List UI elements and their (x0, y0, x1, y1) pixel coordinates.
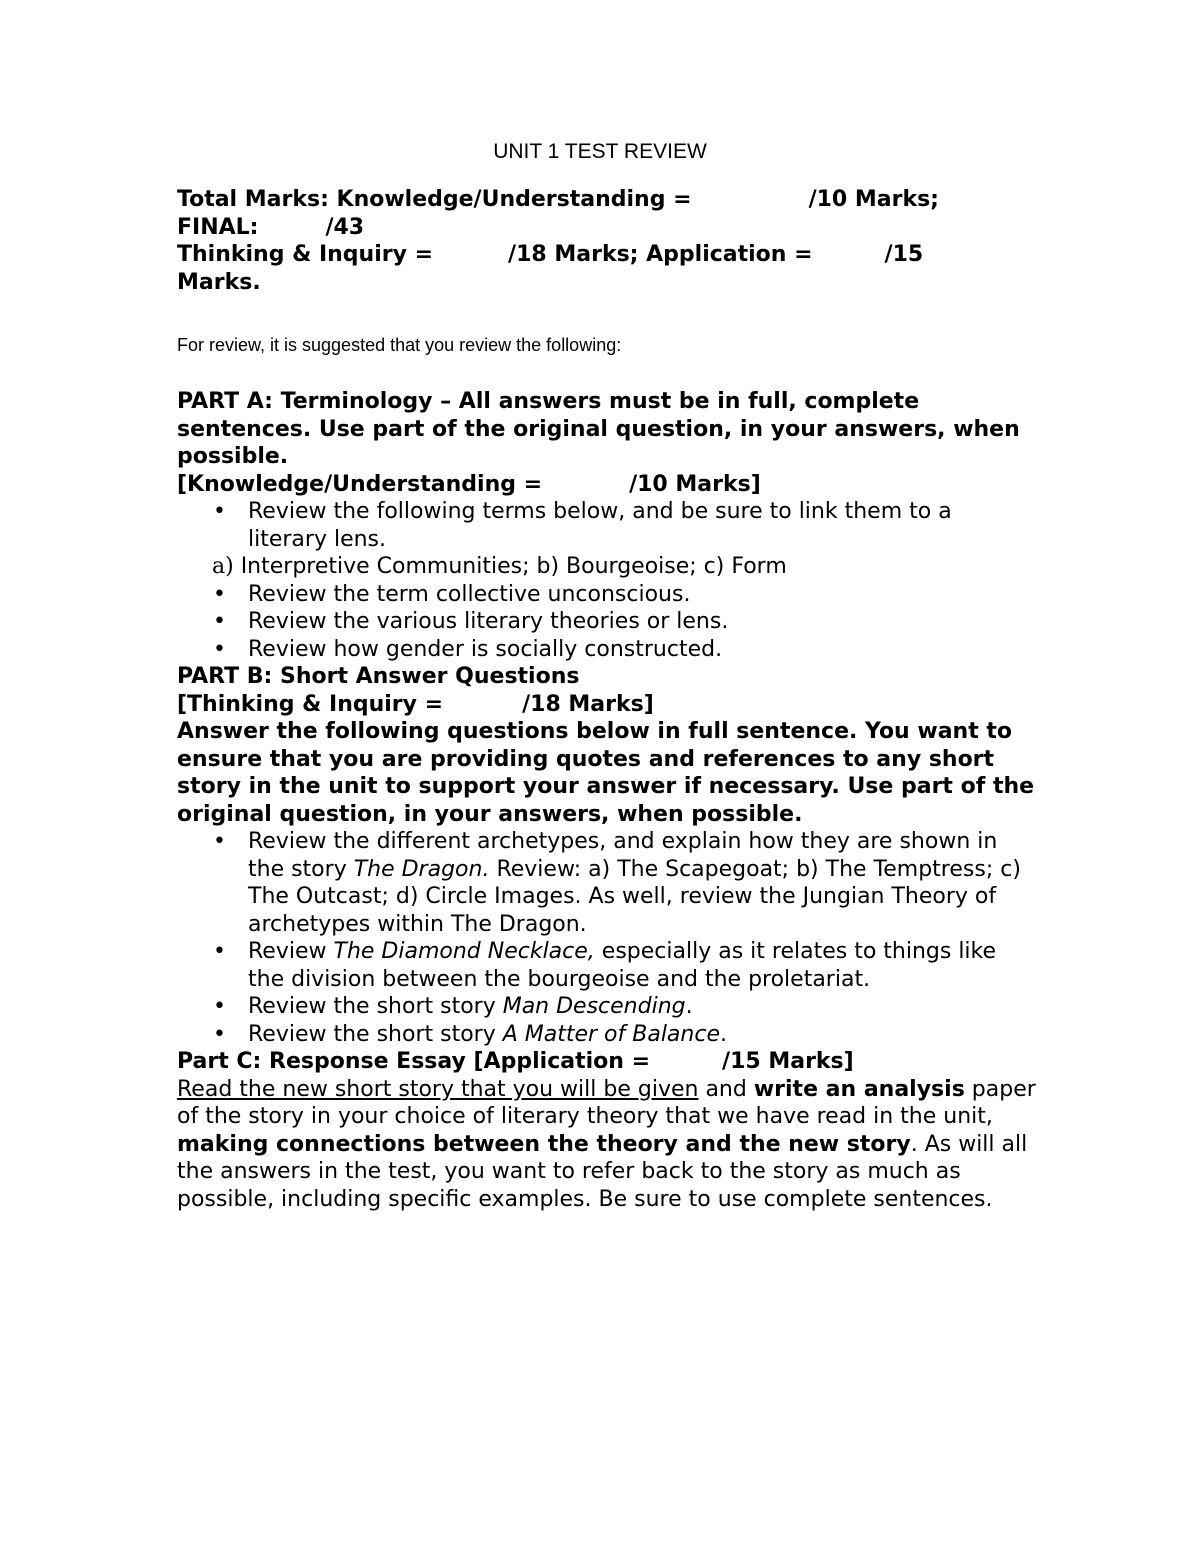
total-marks-block (177, 186, 1037, 296)
marks-line-1: Total Marks: Knowledge/Understanding = /10 Marks; (177, 187, 939, 212)
story-title: Man Descending (502, 994, 686, 1019)
list-item: • Review the short story A Matter of Balance. (177, 1021, 1037, 1049)
part-c-paragraph: Read the new short story that you will be given and write an analysis paper of the story in your choice of literary theory that we have read in the unit, making connections between the theory and the new story. As will all the answers in the test, you want to refer back to the story as much as possible, including specific examples. Be sure to use complete sentences. (177, 1076, 1036, 1212)
terms-line: a) Interpretive Communities; b) Bourgeoise; c) Form (212, 554, 787, 579)
story-title: The Dragon. (353, 856, 490, 882)
part-a-list (177, 498, 1037, 553)
list-item: • Review The Diamond Necklace, especially as it relates to things like the division between the bourgeoise and the proletariat. (177, 938, 1037, 993)
part-c-heading: Part C: Response Essay [Application = /15 Marks] (177, 1049, 854, 1074)
intro-text: For review, it is suggested that you review the following: (177, 335, 622, 355)
list-item: • Review the following terms below, and be sure to link them to a literary lens. (177, 498, 1037, 553)
part-a-heading: PART A: Terminology – All answers must be in full, complete sentences. Use part of the original question, in your answers, when possible. (177, 389, 1020, 469)
part-a-marks: [Knowledge/Understanding = /10 Marks] (177, 471, 761, 497)
part-b-section (177, 663, 1037, 1048)
part-b-list (177, 828, 1037, 1048)
part-b-heading: PART B: Short Answer Questions (177, 664, 580, 689)
story-title: A Matter of Balance (502, 1021, 720, 1047)
list-item: • Review the different archetypes, and explain how they are shown in the story The Dragon. Review: a) The Scapegoat; b) The Temptress; c) The Outcast; d) Circle Images. As well, review the Jungian Theory of archetypes within The Dragon. (177, 828, 1037, 938)
marks-line-3: Thinking & Inquiry = /18 Marks; Application = /15 (177, 242, 924, 267)
part-a-section (177, 388, 1037, 663)
list-item: • Review the various literary theories or lens. (177, 608, 1037, 636)
list-item: • Review the term collective unconscious. (177, 581, 1037, 609)
part-b-marks: [Thinking & Inquiry = /18 Marks] (177, 691, 654, 717)
part-b-instructions: Answer the following questions below in full sentence. You want to ensure that you are providing quotes and references to any short story in the unit to support your answer if necessary. Use part of the original question, in your answers, when possible. (177, 719, 1035, 827)
list-item: • Review how gender is socially constructed. (177, 636, 1037, 664)
marks-line-4: Marks. (177, 269, 261, 295)
part-c-section (177, 1048, 1037, 1213)
document-title: UNIT 1 TEST REVIEW (493, 140, 707, 163)
list-item: • Review the short story Man Descending. (177, 993, 1037, 1021)
part-a-list-2 (177, 581, 1037, 664)
marks-line-2: FINAL: /43 (177, 214, 365, 240)
document-page (177, 140, 1037, 1213)
story-title: The Diamond Necklace, (333, 939, 595, 964)
